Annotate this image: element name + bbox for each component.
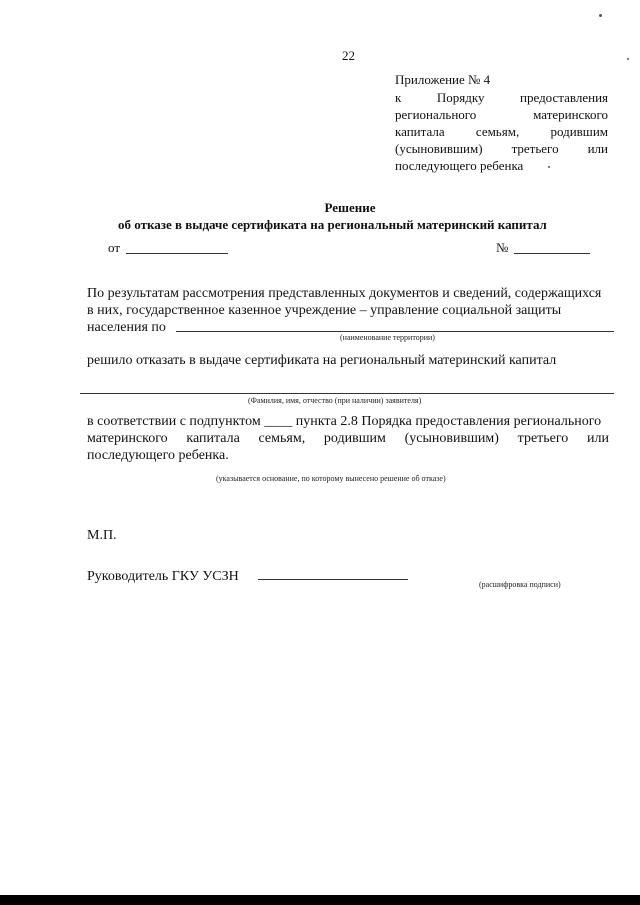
decision-title: Решение — [324, 200, 376, 215]
signature-caption: (расшифровка подписи) — [479, 580, 561, 589]
appendix-line: (усыновившим) третьего или — [395, 141, 608, 156]
stamp-label: М.П. — [87, 528, 117, 543]
scan-speck — [599, 14, 602, 17]
appendix-line: последующего ребенка — [395, 158, 524, 173]
body-line: По результатам рассмотрения представленных документов и сведений, содержащихся — [87, 286, 602, 301]
body-line: в соответствии с подпунктом ____ пункта 2.8 Порядка предоставления регионального — [87, 414, 602, 429]
appendix-line: к Порядку предоставления — [395, 90, 608, 105]
page-number: 22 — [342, 48, 355, 63]
signature-line — [258, 579, 408, 580]
body-line: материнского капитала семьям, родившим (усыновившим) третьего или — [87, 431, 609, 446]
date-line — [126, 253, 228, 254]
appendix-line: капитала семьям, родившим — [395, 124, 608, 139]
scan-border — [0, 895, 640, 905]
date-label: от — [108, 240, 121, 255]
basis-caption: (указывается основание, по которому вынесено решение об отказе) — [216, 474, 446, 483]
scan-speck — [548, 166, 550, 168]
territory-line — [176, 331, 614, 332]
body-line: населения по — [87, 320, 166, 335]
appendix-title: Приложение № 4 — [395, 72, 491, 87]
number-line — [514, 253, 590, 254]
appendix-line: регионального материнского — [395, 107, 608, 122]
body-line: в них, государственное казенное учреждение – управление социальной защиты — [87, 303, 562, 318]
applicant-line — [80, 393, 614, 394]
scan-speck — [627, 58, 629, 60]
body-line: последующего ребенка. — [87, 448, 229, 463]
decision-subtitle: об отказе в выдаче сертификата на региональный материнский капитал — [118, 217, 547, 232]
decision-text: решило отказать в выдаче сертификата на региональный материнский капитал — [87, 353, 557, 368]
applicant-caption: (Фамилия, имя, отчество (при наличии) заявителя) — [248, 396, 422, 405]
territory-caption: (наименование территории) — [340, 333, 435, 342]
signature-label: Руководитель ГКУ УСЗН — [87, 569, 239, 584]
number-label: № — [496, 240, 509, 255]
